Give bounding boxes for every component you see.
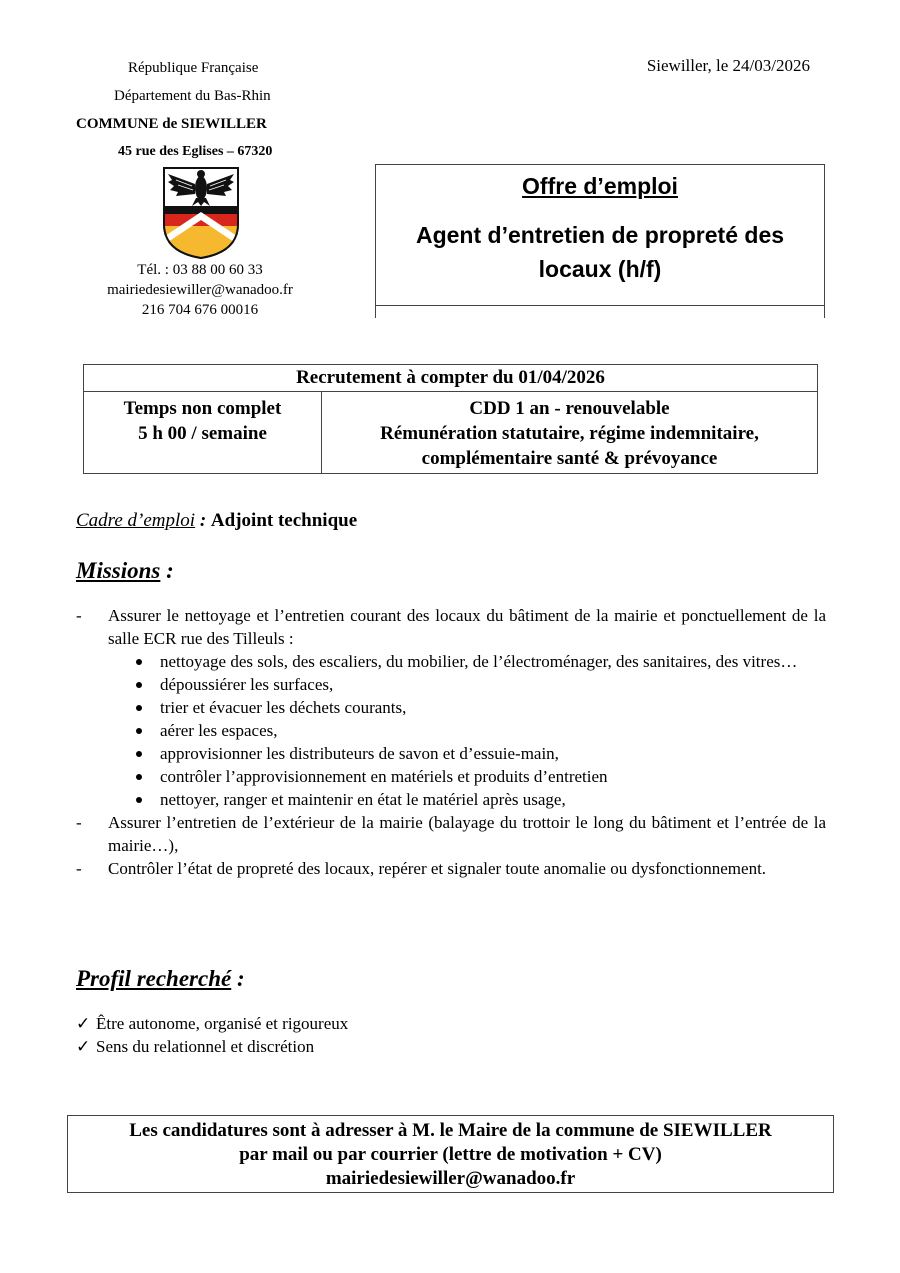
profil-item xyxy=(76,1012,348,1035)
bullet-icon xyxy=(136,705,142,711)
job-title-box xyxy=(375,164,825,306)
profil-title: Profil recherché xyxy=(76,966,232,991)
bullet-item xyxy=(128,696,826,719)
bullet-text: dépoussiérer les surfaces, xyxy=(160,675,334,694)
title-box-tail xyxy=(375,305,825,318)
working-time-cell xyxy=(84,392,322,474)
profil-text: Sens du relationnel et discrétion xyxy=(96,1037,315,1056)
bullet-text: trier et évacuer les déchets courants, xyxy=(160,698,407,717)
offer-title: Offre d’emploi xyxy=(522,173,678,199)
profil-item xyxy=(76,1035,348,1058)
bullet-text: nettoyer, ranger et maintenir en état le matériel après usage, xyxy=(160,790,566,809)
bullet-text: nettoyage des sols, des escaliers, du mobilier, de l’électroménager, des sanitaires, des vitres… xyxy=(160,652,798,671)
commune-phone: Tél. : 03 88 00 60 33 xyxy=(137,262,263,278)
bullet-icon xyxy=(136,728,142,734)
bullet-item xyxy=(128,788,826,811)
profil-text: Être autonome, organisé et rigoureux xyxy=(96,1014,349,1033)
bullet-icon xyxy=(136,751,142,757)
date-line: Siewiller, le 24/03/2026 xyxy=(646,56,810,75)
bullet-text: contrôler l’approvisionnement en matériels et produits d’entretien xyxy=(160,767,608,786)
application-email: mairiedesiewiller@wanadoo.fr xyxy=(325,1168,576,1189)
recruitment-table xyxy=(83,364,818,474)
working-time-type: Temps non complet xyxy=(123,398,282,419)
bullet-item xyxy=(128,719,826,742)
contract-type: CDD 1 an - renouvelable xyxy=(469,398,670,419)
working-time-hours: 5 h 00 / semaine xyxy=(138,423,267,444)
bullet-item xyxy=(128,765,826,788)
bullet-item xyxy=(128,742,826,765)
missions-list xyxy=(76,604,826,880)
departement: Département du Bas-Rhin xyxy=(114,88,271,104)
cadre-label: Cadre d’emploi xyxy=(76,510,196,531)
bullet-text: aérer les espaces, xyxy=(160,721,278,740)
benefits: complémentaire santé & prévoyance xyxy=(421,448,718,469)
dash-marker: - xyxy=(76,859,82,878)
republique-francaise: République Française xyxy=(128,60,259,76)
contract-cell xyxy=(322,392,818,474)
bullet-icon xyxy=(136,774,142,780)
checkmark-icon: ✓ xyxy=(76,1037,91,1056)
mission-item xyxy=(76,857,826,880)
application-box xyxy=(67,1115,834,1193)
dash-marker: - xyxy=(76,813,82,832)
application-recipient: Les candidatures sont à adresser à M. le Maire de la commune de SIEWILLER xyxy=(129,1120,772,1141)
application-method: par mail ou par courrier (lettre de motivation + CV) xyxy=(239,1144,662,1165)
mission-bullets xyxy=(76,650,826,811)
commune-email: mairiedesiewiller@wanadoo.fr xyxy=(107,282,293,298)
mission-text: Contrôler l’état de propreté des locaux, repérer et signaler toute anomalie ou dysfonctionnement. xyxy=(108,859,767,878)
commune-address: 45 rue des Eglises – 67320 xyxy=(118,144,273,159)
mission-item xyxy=(76,604,826,650)
commune-siret: 216 704 676 00016 xyxy=(141,302,259,318)
missions-heading xyxy=(76,558,174,584)
bullet-icon xyxy=(136,659,142,665)
bullet-icon xyxy=(136,797,142,803)
cadre-separator: : xyxy=(195,510,211,531)
profil-title-suffix: : xyxy=(231,966,245,991)
bullet-item xyxy=(128,650,826,673)
profil-heading xyxy=(76,966,245,992)
cadre-value: Adjoint technique xyxy=(210,510,358,531)
job-title: Agent d’entretien de propreté des locaux (h/f) xyxy=(415,222,785,282)
bullet-icon xyxy=(136,682,142,688)
commune-name: COMMUNE de SIEWILLER xyxy=(76,116,267,132)
recruitment-start: Recrutement à compter du 01/04/2026 xyxy=(84,365,818,392)
mission-text: Assurer l’entretien de l’extérieur de la mairie (balayage du trottoir le long du bâtiment et l’entrée de la mairie…), xyxy=(108,813,826,855)
cadre-emploi xyxy=(76,510,357,532)
mission-text: Assurer le nettoyage et l’entretien courant des locaux du bâtiment de la mairie et ponctuellement de la salle ECR rue des Tilleuls : xyxy=(108,606,826,648)
missions-title-suffix: : xyxy=(160,558,174,583)
dash-marker: - xyxy=(76,606,82,625)
bullet-text: approvisionner les distributeurs de savon et d’essuie-main, xyxy=(160,744,559,763)
bullet-item xyxy=(128,673,826,696)
remuneration: Rémunération statutaire, régime indemnitaire, xyxy=(380,423,759,444)
missions-title: Missions xyxy=(76,558,161,583)
checkmark-icon: ✓ xyxy=(76,1014,91,1033)
mission-item xyxy=(76,811,826,857)
coat-of-arms-icon xyxy=(162,166,240,260)
profil-list xyxy=(76,1012,348,1058)
